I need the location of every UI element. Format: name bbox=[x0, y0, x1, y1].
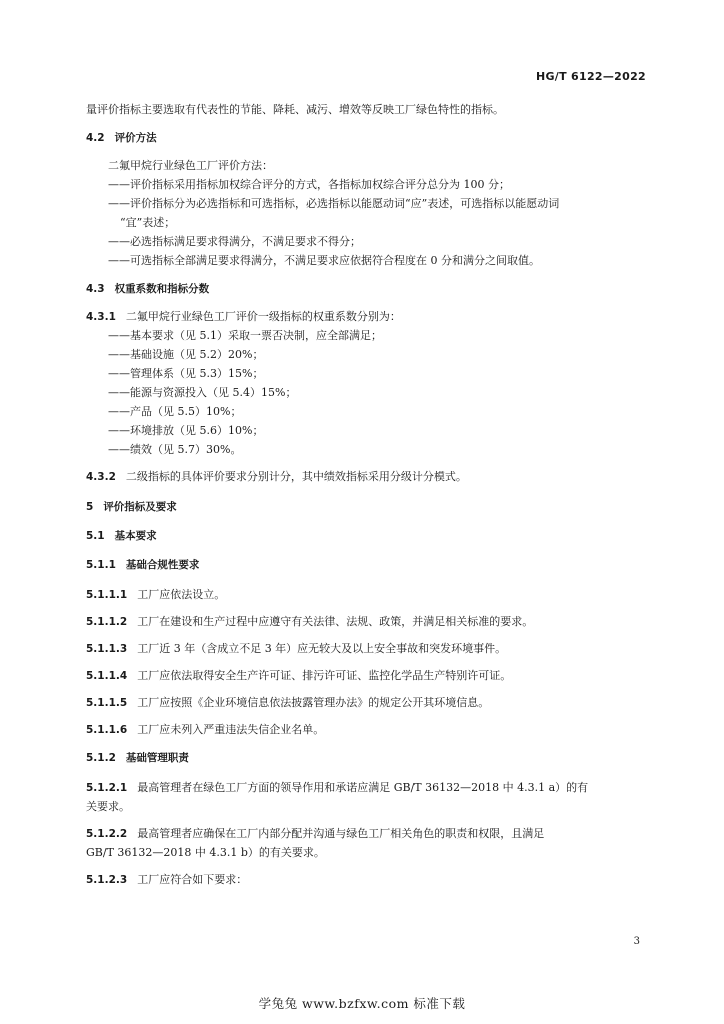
standard-code: HG/T 6122—2022 bbox=[535, 70, 646, 83]
section-number: 5 bbox=[86, 501, 94, 513]
clause-text: 最高管理者应确保在工厂内部分配并沟通与绿色工厂相关角色的职责和权限，且满足 bbox=[137, 827, 545, 840]
section-title: 基本要求 bbox=[114, 530, 157, 542]
intro-paragraph: 量评价指标主要选取有代表性的节能、降耗、减污、增效等反映工厂绿色特性的指标。 bbox=[86, 103, 504, 116]
clause-number: 5.1.1.6 bbox=[86, 724, 128, 736]
clause-5-1-2-1 bbox=[86, 778, 648, 797]
clause-5-1-1-6 bbox=[86, 720, 648, 739]
section-number: 5.1.1 bbox=[86, 559, 116, 571]
clause-5-1-2-3 bbox=[86, 870, 648, 889]
clause-number: 5.1.1.5 bbox=[86, 697, 128, 709]
clause-continuation: 关要求。 bbox=[86, 800, 130, 813]
clause-text: 工厂应依法设立。 bbox=[137, 588, 226, 601]
section-5-1-2-heading bbox=[86, 749, 648, 768]
page-number: 3 bbox=[633, 936, 640, 947]
clause-text: 二氟甲烷行业绿色工厂评价一级指标的权重系数分别为： bbox=[125, 310, 401, 323]
list-item-continuation: “宜”表述； bbox=[120, 216, 176, 229]
clause-5-1-1-1 bbox=[86, 585, 648, 604]
list-item: ——管理体系（见 5.3）15%； bbox=[108, 367, 264, 380]
clause-number: 5.1.1.2 bbox=[86, 616, 128, 628]
clause-5-1-1-2 bbox=[86, 612, 648, 631]
clause-text: 工厂近 3 年（含成立不足 3 年）应无较大及以上安全事故和突发环境事件。 bbox=[137, 642, 507, 655]
section-title: 评价方法 bbox=[114, 132, 157, 144]
list-item: ——评价指标分为必选指标和可选指标，必选指标以能愿动词“应”表述，可选指标以能愿动词 bbox=[108, 197, 560, 210]
clause-text: 工厂应依法取得安全生产许可证、排污许可证、监控化学品生产特别许可证。 bbox=[137, 669, 512, 682]
section-5-1-heading bbox=[86, 527, 648, 546]
list-item: ——必选指标满足要求得满分，不满足要求不得分； bbox=[108, 235, 361, 248]
section-number: 5.1.2 bbox=[86, 752, 116, 764]
clause-continuation: GB/T 36132—2018 中 4.3.1 b）的有关要求。 bbox=[86, 846, 325, 859]
clause-5-1-1-3 bbox=[86, 639, 648, 658]
list-item: ——可选指标全部满足要求得满分，不满足要求应依据符合程度在 0 分和满分之间取值。 bbox=[108, 254, 540, 267]
section-title: 权重系数和指标分数 bbox=[114, 283, 210, 295]
section-5-heading bbox=[86, 498, 648, 517]
list-item: ——产品（见 5.5）10%； bbox=[108, 405, 242, 418]
footer-watermark: 学兔兔 www.bzfxw.com 标准下载 bbox=[258, 996, 466, 1011]
clause-text: 工厂在建设和生产过程中应遵守有关法律、法规、政策，并满足相关标准的要求。 bbox=[137, 615, 534, 628]
list-item: ——基础设施（见 5.2）20%； bbox=[108, 348, 264, 361]
clause-4-3-2 bbox=[86, 467, 648, 486]
clause-number: 5.1.1.3 bbox=[86, 643, 128, 655]
section-4-2-heading bbox=[86, 129, 648, 148]
list-item: ——评价指标采用指标加权综合评分的方式，各指标加权综合评分总分为 100 分； bbox=[108, 178, 510, 191]
clause-text: 最高管理者在绿色工厂方面的领导作用和承诺应满足 GB/T 36132—2018 中 4.3.1 a）的有 bbox=[137, 781, 589, 794]
clause-number: 5.1.2.3 bbox=[86, 874, 128, 886]
page-content bbox=[86, 100, 648, 889]
list-item: ——基本要求（见 5.1）采取一票否决制，应全部满足； bbox=[108, 329, 382, 342]
clause-text: 工厂应按照《企业环境信息依法披露管理办法》的规定公开其环境信息。 bbox=[137, 696, 490, 709]
section-title: 基础合规性要求 bbox=[125, 559, 200, 571]
list-item: ——绩效（见 5.7）30%。 bbox=[108, 443, 242, 456]
clause-4-3-1 bbox=[86, 307, 648, 326]
section-title: 基础管理职责 bbox=[125, 752, 189, 764]
clause-number: 5.1.1.4 bbox=[86, 670, 128, 682]
clause-text: 工厂应未列入严重违法失信企业名单。 bbox=[137, 723, 325, 736]
section-4-2-lead: 二氟甲烷行业绿色工厂评价方法： bbox=[108, 159, 273, 172]
section-number: 4.2 bbox=[86, 132, 105, 144]
clause-number: 5.1.1.1 bbox=[86, 589, 128, 601]
clause-5-1-2-2 bbox=[86, 824, 648, 843]
section-5-1-1-heading bbox=[86, 556, 648, 575]
section-number: 4.3 bbox=[86, 283, 105, 295]
section-4-3-heading bbox=[86, 280, 648, 299]
list-item: ——环境排放（见 5.6）10%； bbox=[108, 424, 264, 437]
clause-number: 5.1.2.1 bbox=[86, 782, 128, 794]
clause-5-1-1-4 bbox=[86, 666, 648, 685]
clause-text: 二级指标的具体评价要求分别计分，其中绩效指标采用分级计分模式。 bbox=[125, 470, 467, 483]
clause-text: 工厂应符合如下要求： bbox=[137, 873, 248, 886]
clause-number: 4.3.2 bbox=[86, 471, 116, 483]
clause-number: 4.3.1 bbox=[86, 311, 116, 323]
section-number: 5.1 bbox=[86, 530, 105, 542]
clause-number: 5.1.2.2 bbox=[86, 828, 128, 840]
section-title: 评价指标及要求 bbox=[103, 501, 177, 513]
list-item: ——能源与资源投入（见 5.4）15%； bbox=[108, 386, 297, 399]
clause-5-1-1-5 bbox=[86, 693, 648, 712]
